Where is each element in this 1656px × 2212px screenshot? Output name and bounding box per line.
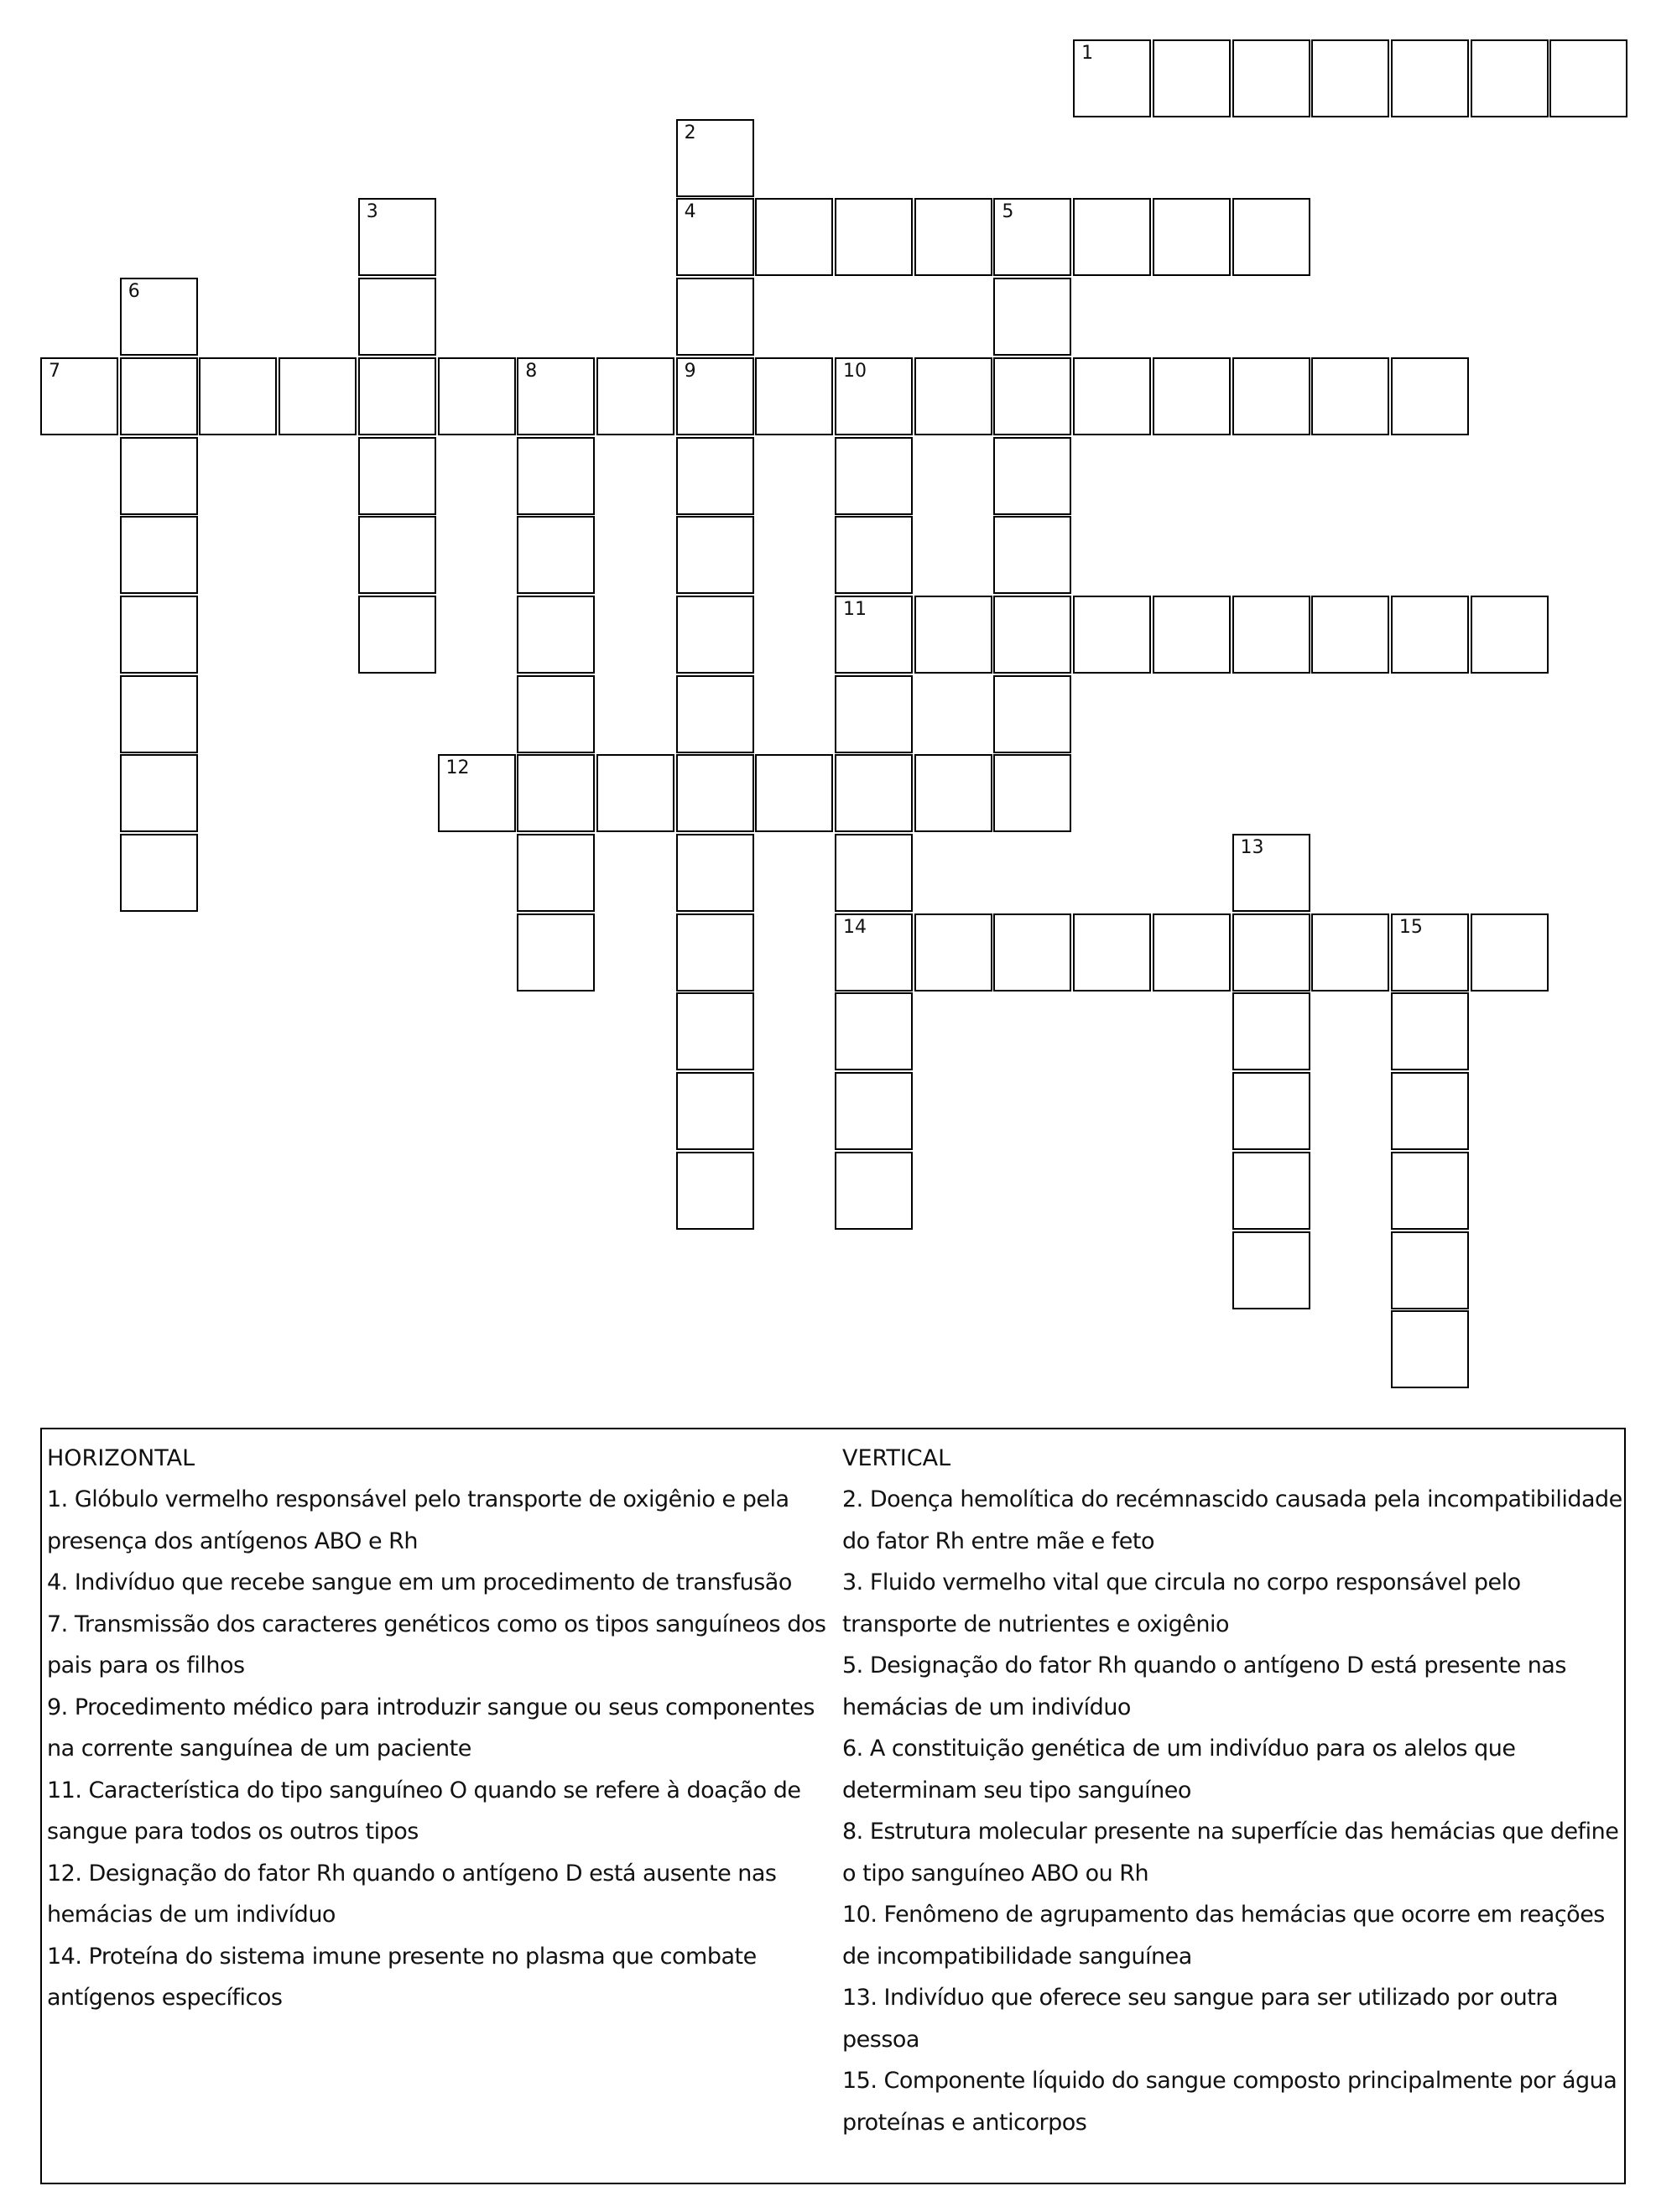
letter-input[interactable] [1472,41,1547,116]
clue-across-9: 9. Procedimento médico para introduzir sangue ou seus componentes na corrente sanguínea de um paciente [47,1694,815,1762]
letter-input[interactable] [678,677,752,752]
clue-across-4: 4. Indivíduo que recebe sangue em um procedimento de transfusão [47,1569,792,1595]
letter-input[interactable] [916,756,991,830]
letter-input[interactable] [1234,41,1309,116]
clue-down-6: 6. A constituição genética de um indivíduo para os alelos que determinam seu tipo sanguíneo [842,1736,1516,1803]
grid-cell[interactable] [1391,357,1469,435]
grid-cell[interactable] [676,437,754,515]
horizontal-title: HORIZONTAL [47,1445,195,1471]
grid-cell[interactable] [40,357,118,435]
grid-cell[interactable] [676,675,754,753]
grid-cell[interactable] [676,516,754,594]
grid-cell[interactable] [676,198,754,276]
clue-down-13: 13. Indivíduo que oferece seu sangue para ser utilizado por outra pessoa [842,1985,1558,2053]
letter-input[interactable] [360,597,435,672]
letter-input[interactable] [1551,41,1626,116]
letter-input[interactable] [360,439,435,513]
grid-cell[interactable] [358,516,436,594]
grid-cell[interactable] [1391,992,1469,1070]
letter-input[interactable] [518,597,593,672]
letter-input[interactable] [1154,915,1229,990]
grid-cell[interactable] [1391,1072,1469,1150]
letter-input[interactable] [836,439,911,513]
grid-cell[interactable] [835,992,913,1070]
grid-cell[interactable] [596,357,674,435]
grid-cell[interactable] [1471,39,1549,117]
letter-input[interactable] [678,1074,752,1148]
grid-cell[interactable] [438,754,516,832]
letter-input[interactable] [1154,200,1229,274]
letter-input[interactable] [360,359,435,434]
clue-down-3: 3. Fluido vermelho vital que circula no corpo responsável pelo transporte de nutrientes e oxigênio [842,1569,1521,1637]
letter-input[interactable] [916,915,991,990]
grid-cell[interactable] [914,913,992,991]
horizontal-clues [47,1438,836,2019]
letter-input[interactable] [440,359,514,434]
grid-cell[interactable] [596,754,674,832]
clue-number: 6 [128,281,140,303]
letter-input[interactable] [678,994,752,1069]
letter-input[interactable] [995,200,1070,274]
letter-input[interactable] [916,200,991,274]
letter-input[interactable] [678,915,752,990]
clue-number: 2 [684,122,696,143]
letter-input[interactable] [1313,359,1388,434]
grid-cell[interactable] [1153,39,1231,117]
grid-cell[interactable] [835,913,913,991]
letter-input[interactable] [1234,359,1309,434]
grid-cell[interactable] [1153,198,1231,276]
letter-input[interactable] [1075,41,1149,116]
grid-cell[interactable] [914,198,992,276]
letter-input[interactable] [200,359,275,434]
clue-across-11: 11. Característica do tipo sanguíneo O quando se refere à doação de sangue para todos os outros tipos [47,1777,801,1845]
grid-cell[interactable] [676,357,754,435]
letter-input[interactable] [122,835,196,910]
grid-cell[interactable] [1549,39,1627,117]
letter-input[interactable] [122,756,196,830]
letter-input[interactable] [916,597,991,672]
letter-input[interactable] [995,756,1070,830]
letter-input[interactable] [836,835,911,910]
letter-input[interactable] [518,835,593,910]
grid-cell[interactable] [1311,913,1389,991]
letter-input[interactable] [995,518,1070,592]
letter-input[interactable] [518,518,593,592]
grid-cell[interactable] [1391,596,1469,674]
letter-input[interactable] [1393,41,1467,116]
grid-cell[interactable] [914,596,992,674]
letter-input[interactable] [995,677,1070,752]
grid-cell[interactable] [993,596,1071,674]
letter-input[interactable] [1313,915,1388,990]
clue-across-7: 7. Transmissão dos caracteres genéticos como os tipos sanguíneos dos pais para os filhos [47,1611,826,1679]
letter-input[interactable] [518,439,593,513]
grid-cell[interactable] [279,357,357,435]
grid-cell[interactable] [1311,39,1389,117]
letter-input[interactable] [360,279,435,354]
grid-cell[interactable] [1232,596,1310,674]
grid-cell[interactable] [993,278,1071,356]
grid-cell[interactable] [1153,913,1231,991]
letter-input[interactable] [518,915,593,990]
grid-cell[interactable] [120,596,198,674]
grid-cell[interactable] [358,596,436,674]
grid-cell[interactable] [676,278,754,356]
grid-cell[interactable] [835,754,913,832]
letter-input[interactable] [678,279,752,354]
letter-input[interactable] [995,597,1070,672]
letter-input[interactable] [995,279,1070,354]
clue-down-10: 10. Fenômeno de agrupamento das hemácias que ocorre em reações de incompatibilidade sanguínea [842,1902,1605,1970]
letter-input[interactable] [836,200,911,274]
grid-cell[interactable] [993,437,1071,515]
grid-cell[interactable] [517,834,595,912]
letter-input[interactable] [1393,1074,1467,1148]
grid-cell[interactable] [1073,596,1151,674]
letter-input[interactable] [1393,359,1467,434]
clue-down-5: 5. Designação do fator Rh quando o antígeno D está presente nas hemácias de um indivíduo [842,1652,1566,1720]
letter-input[interactable] [836,597,911,672]
grid-cell[interactable] [1232,1152,1310,1230]
grid-cell[interactable] [120,516,198,594]
grid-cell[interactable] [1232,39,1310,117]
grid-cell[interactable] [755,754,833,832]
letter-input[interactable] [678,439,752,513]
letter-input[interactable] [1075,597,1149,672]
letter-input[interactable] [995,439,1070,513]
letter-input[interactable] [1234,1074,1309,1148]
clue-across-1: 1. Glóbulo vermelho responsável pelo transporte de oxigênio e pela presença dos antígenos ABO e Rh [47,1486,789,1554]
letter-input[interactable] [518,756,593,830]
letter-input[interactable] [1075,359,1149,434]
grid-cell[interactable] [835,516,913,594]
letter-input[interactable] [1075,915,1149,990]
grid-cell[interactable] [1471,913,1549,991]
letter-input[interactable] [1393,597,1467,672]
grid-cell[interactable] [993,754,1071,832]
grid-cell[interactable] [835,1072,913,1150]
letter-input[interactable] [1234,597,1309,672]
letter-input[interactable] [757,359,831,434]
grid-cell[interactable] [438,357,516,435]
letter-input[interactable] [1234,994,1309,1069]
clue-number: 4 [684,201,696,223]
letter-input[interactable] [1313,41,1388,116]
grid-cell[interactable] [1232,992,1310,1070]
letter-input[interactable] [1234,915,1309,990]
letter-input[interactable] [122,439,196,513]
grid-cell[interactable] [120,834,198,912]
grid-cell[interactable] [1073,198,1151,276]
grid-cell[interactable] [358,357,436,435]
letter-input[interactable] [440,756,514,830]
grid-cell[interactable] [517,596,595,674]
letter-input[interactable] [360,200,435,274]
letter-input[interactable] [678,756,752,830]
letter-input[interactable] [1154,41,1229,116]
letter-input[interactable] [122,518,196,592]
vertical-clues [842,1438,1622,2143]
grid-cell[interactable] [120,675,198,753]
clue-number: 5 [1002,201,1014,223]
grid-cell[interactable] [120,357,198,435]
clue-number: 15 [1398,916,1423,938]
clue-number: 7 [49,360,60,382]
letter-input[interactable] [1472,915,1547,990]
letter-input[interactable] [757,756,831,830]
clue-number: 9 [684,360,696,382]
grid-cell[interactable] [835,596,913,674]
vertical-title: VERTICAL [842,1445,951,1471]
grid-cell[interactable] [676,992,754,1070]
clue-across-14: 14. Proteína do sistema imune presente no plasma que combate antígenos específicos [47,1943,757,2011]
clue-down-2: 2. Doença hemolítica do recémnascido causada pela incompatibilidade do fator Rh entre mãe e feto [842,1486,1622,1554]
grid-cell[interactable] [1232,1231,1310,1309]
letter-input[interactable] [836,1074,911,1148]
letter-input[interactable] [598,756,673,830]
grid-cell[interactable] [914,357,992,435]
letter-input[interactable] [1393,1233,1467,1308]
grid-cell[interactable] [755,357,833,435]
grid-cell[interactable] [517,357,595,435]
letter-input[interactable] [995,359,1070,434]
grid-cell[interactable] [676,119,754,197]
letter-input[interactable] [678,121,752,195]
grid-cell[interactable] [1232,834,1310,912]
grid-cell[interactable] [1073,913,1151,991]
grid-cell[interactable] [993,357,1071,435]
letter-input[interactable] [916,359,991,434]
clue-number: 12 [445,757,470,779]
grid-cell[interactable] [835,198,913,276]
letter-input[interactable] [122,279,196,354]
letter-input[interactable] [757,200,831,274]
grid-cell[interactable] [1232,1072,1310,1150]
letter-input[interactable] [678,835,752,910]
grid-cell[interactable] [1471,596,1549,674]
letter-input[interactable] [1234,1233,1309,1308]
letter-input[interactable] [1393,994,1467,1069]
grid-cell[interactable] [835,357,913,435]
letter-input[interactable] [1154,359,1229,434]
grid-cell[interactable] [993,516,1071,594]
letter-input[interactable] [836,994,911,1069]
grid-cell[interactable] [1153,596,1231,674]
grid-cell[interactable] [1232,357,1310,435]
grid-cell[interactable] [1391,39,1469,117]
grid-cell[interactable] [755,198,833,276]
letter-input[interactable] [1234,1153,1309,1228]
grid-cell[interactable] [993,675,1071,753]
grid-cell[interactable] [1391,1231,1469,1309]
letter-input[interactable] [995,915,1070,990]
grid-cell[interactable] [676,596,754,674]
grid-cell[interactable] [120,437,198,515]
grid-cell[interactable] [358,198,436,276]
grid-cell[interactable] [1391,1310,1469,1388]
grid-cell[interactable] [1232,198,1310,276]
grid-cell[interactable] [1311,357,1389,435]
grid-cell[interactable] [517,675,595,753]
clue-number: 8 [525,360,538,382]
grid-cell[interactable] [517,913,595,991]
grid-cell[interactable] [1391,1152,1469,1230]
clue-number: 13 [1240,837,1264,858]
grid-cell[interactable] [676,1152,754,1230]
clue-down-15: 15. Componente líquido do sangue composto principalmente por água proteínas e anticorpos [842,2068,1617,2136]
letter-input[interactable] [518,359,593,434]
grid-cell[interactable] [1311,596,1389,674]
letter-input[interactable] [1234,835,1309,910]
clue-across-12: 12. Designação do fator Rh quando o antígeno D está ausente nas hemácias de um indivíduo [47,1860,777,1928]
grid-cell[interactable] [517,754,595,832]
letter-input[interactable] [678,359,752,434]
grid-cell[interactable] [358,278,436,356]
letter-input[interactable] [1472,597,1547,672]
grid-cell[interactable] [993,913,1071,991]
letter-input[interactable] [1393,1312,1467,1387]
grid-cell[interactable] [120,278,198,356]
letter-input[interactable] [598,359,673,434]
clue-down-8: 8. Estrutura molecular presente na superfície das hemácias que define o tipo sanguíneo ABO ou Rh [842,1819,1619,1887]
grid-cell[interactable] [1073,357,1151,435]
grid-cell[interactable] [914,754,992,832]
grid-cell[interactable] [676,913,754,991]
clue-number: 3 [366,201,378,223]
grid-cell[interactable] [1232,913,1310,991]
letter-input[interactable] [678,597,752,672]
letter-input[interactable] [122,359,196,434]
letter-input[interactable] [360,518,435,592]
grid-cell[interactable] [199,357,277,435]
clue-number: 14 [843,916,867,938]
grid-cell[interactable] [835,675,913,753]
grid-cell[interactable] [676,754,754,832]
grid-cell[interactable] [835,834,913,912]
letter-input[interactable] [836,1153,911,1228]
grid-cell[interactable] [1153,357,1231,435]
grid-cell[interactable] [835,1152,913,1230]
grid-cell[interactable] [517,437,595,515]
grid-cell[interactable] [120,754,198,832]
letter-input[interactable] [836,915,911,990]
letter-input[interactable] [1313,597,1388,672]
clue-number: 1 [1081,43,1094,64]
letter-input[interactable] [518,677,593,752]
letter-input[interactable] [678,1153,752,1228]
clue-number: 11 [843,598,867,620]
grid-cell[interactable] [993,198,1071,276]
letter-input[interactable] [836,518,911,592]
grid-cell[interactable] [358,437,436,515]
letter-input[interactable] [1234,200,1309,274]
letter-input[interactable] [1154,597,1229,672]
grid-cell[interactable] [517,516,595,594]
grid-cell[interactable] [1073,39,1151,117]
letter-input[interactable] [122,597,196,672]
letter-input[interactable] [836,359,911,434]
grid-cell[interactable] [676,1072,754,1150]
letter-input[interactable] [1393,1153,1467,1228]
letter-input[interactable] [678,518,752,592]
letter-input[interactable] [836,756,911,830]
letter-input[interactable] [836,677,911,752]
clue-number: 10 [843,360,867,382]
grid-cell[interactable] [676,834,754,912]
letter-input[interactable] [280,359,355,434]
clues-box [40,1428,1626,2184]
letter-input[interactable] [1393,915,1467,990]
grid-cell[interactable] [835,437,913,515]
letter-input[interactable] [122,677,196,752]
letter-input[interactable] [1075,200,1149,274]
grid-cell[interactable] [1391,913,1469,991]
letter-input[interactable] [42,359,117,434]
letter-input[interactable] [678,200,752,274]
